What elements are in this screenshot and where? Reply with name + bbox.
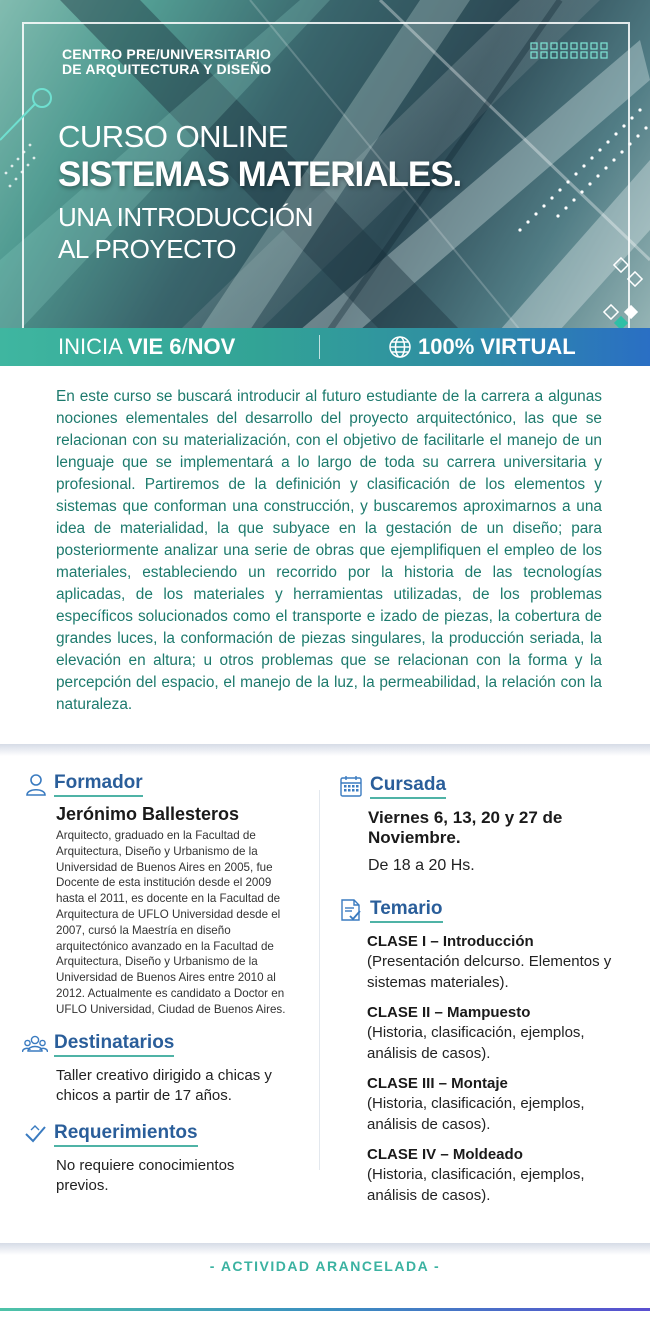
cursada-dates: Viernes 6, 13, 20 y 27 de Noviembre.	[368, 808, 563, 847]
instructor-name: Jerónimo Ballesteros	[56, 804, 240, 824]
institution-name	[62, 47, 271, 77]
course-title: SISTEMAS MATERIALES.	[58, 155, 462, 194]
clase-description: (Presentación delcurso. Elementos y sistemas materiales).	[367, 953, 612, 991]
dotted-left-decoration-icon	[0, 140, 40, 200]
footer-divider	[0, 1243, 650, 1255]
temario-item	[367, 1074, 615, 1135]
start-day: VIE 6	[127, 334, 182, 359]
right-column	[338, 772, 618, 1206]
clase-title: CLASE III – Montaje	[367, 1075, 508, 1092]
requerimientos-text: No requiere conocimientos previos.	[56, 1156, 235, 1194]
left-column	[22, 770, 302, 1196]
institution-line-2: DE ARQUITECTURA Y DISEÑO	[62, 61, 272, 77]
dotted-lines-decoration-icon	[500, 100, 650, 250]
document-check-icon	[338, 897, 364, 923]
cursada-hours: De 18 a 20 Hs.	[368, 857, 475, 874]
modality-label: 100% VIRTUAL	[418, 334, 576, 359]
hero-banner	[0, 0, 650, 330]
clase-title: CLASE IV – Moldeado	[367, 1146, 523, 1163]
clase-description: (Historia, clasificación, ejemplos, análisis de casos).	[367, 1024, 585, 1062]
start-date	[58, 334, 235, 360]
clase-description: (Historia, clasificación, ejemplos, análisis de casos).	[367, 1166, 585, 1204]
group-icon	[22, 1031, 48, 1057]
user-icon	[22, 771, 48, 797]
course-type: CURSO ONLINE	[58, 119, 288, 154]
course-subtitle-line-1: UNA INTRODUCCIÓN	[58, 202, 313, 232]
calendar-icon	[338, 773, 364, 799]
footer-label: - ACTIVIDAD ARANCELADA -	[209, 1258, 441, 1274]
destinatarios-header	[22, 1030, 302, 1058]
temario-item	[367, 1145, 615, 1206]
checkmark-icon	[22, 1121, 48, 1147]
temario-item	[367, 932, 615, 993]
column-divider	[319, 790, 320, 1170]
course-subtitle-line-2: AL PROYECTO	[58, 234, 236, 264]
info-bar	[0, 328, 650, 366]
requerimientos-title: Requerimientos	[54, 1121, 198, 1147]
dot-grid-icon	[530, 42, 610, 60]
destinatarios-text: Taller creativo dirigido a chicas y chicos a partir de 17 años.	[56, 1066, 272, 1104]
temario-title: Temario	[370, 897, 443, 923]
temario-item	[367, 1003, 615, 1064]
course-subtitle	[58, 201, 313, 265]
start-slash: /	[181, 334, 188, 359]
destinatarios-title: Destinatarios	[54, 1031, 174, 1057]
course-description: En este curso se buscará introducir al futuro estudiante de la carrera a algunas nociones elementales del desarrollo del proyecto arquitectónico, las que se relacionan con su materialización, con el objetivo de facilitarle el manejo de un lenguaje que se implementará a lo largo de toda su carrera universitaria y profesional. Partiremos de la definición y clasificación de los elementos y sistemas que conforman una construcción, y buscaremos aproximarnos a una idea de materialidad, la que subyace en la gestación de un diseño; para posteriormente analizar una serie de obras que ejemplifiquen el empleo de los materiales, estableciendo un recorrido por la historia de las tecnologías aplicadas, de los materiales y herramientas utilizadas, de los problemas específicos solucionados como el transporte e izado de piezas, la cobertura de grandes luces, la conformación de piezas singulares, la producción seriada, la elevación en altura; u otros problemas que se relacionan con la forma y la percepción del espacio, el manejo de la luz, la permeabilidad, la relación con la naturaleza.	[56, 388, 602, 713]
institution-line-1: CENTRO PRE/UNIVERSITARIO	[62, 46, 272, 62]
footer-gradient-line	[0, 1308, 650, 1311]
clase-description: (Historia, clasificación, ejemplos, análisis de casos).	[367, 1095, 585, 1133]
formador-title: Formador	[54, 771, 143, 797]
cursada-header	[338, 772, 618, 800]
clase-title: CLASE II – Mampuesto	[367, 1004, 531, 1021]
instructor-bio: Arquitecto, graduado en la Facultad de Arquitectura, Diseño y Urbanismo de la Universidad de Buenos Aires en 2005, fue Docente de esta institución desde el 2009 hasta el 2011, es docente en la Facultad de Arquitectura de UFLO Universidad desde el 2007, cursó la Maestría en diseño arquitectónico avanzado en la Facultad de Arquitectura, Diseño y Urbanismo de la Universidad de Buenos Aires entre 2010 al 2012. Actualmente es candidato a Doctor en UFLO Universidad, Ciudad de Buenos Aires.	[56, 829, 286, 1016]
bar-separator	[319, 335, 320, 359]
diamond-decoration-icon	[598, 252, 650, 330]
formador-header	[22, 770, 302, 798]
cursada-title: Cursada	[370, 773, 446, 799]
section-divider	[0, 744, 650, 756]
start-month: NOV	[187, 334, 236, 359]
requerimientos-header	[22, 1120, 302, 1148]
start-prefix: INICIA	[58, 334, 128, 359]
clase-title: CLASE I – Introducción	[367, 933, 534, 950]
globe-icon	[388, 335, 412, 359]
temario-header	[338, 896, 618, 924]
